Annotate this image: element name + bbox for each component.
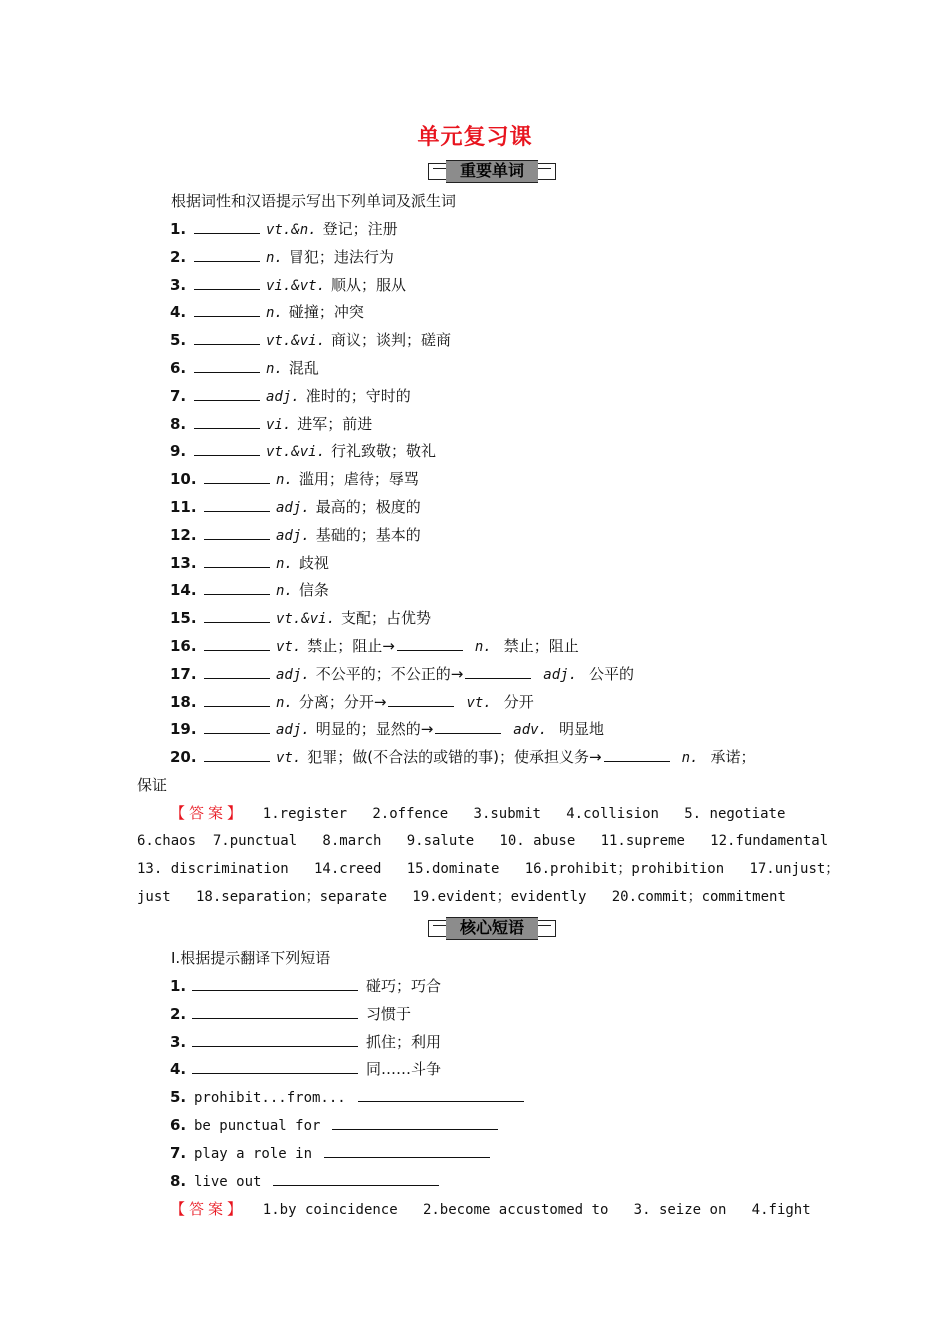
answer-blank[interactable] — [194, 302, 260, 317]
item-number: 6. — [170, 359, 187, 377]
answer-blank[interactable] — [204, 469, 270, 484]
part-of-speech: adj. — [276, 666, 310, 683]
word-item — [170, 219, 398, 240]
word-item — [170, 386, 411, 407]
item-number: 16. — [170, 637, 197, 655]
answer-blank[interactable] — [204, 692, 270, 707]
answer-blank[interactable] — [204, 664, 270, 679]
word-item — [170, 497, 421, 518]
phrase-meaning: 抓住；利用 — [366, 1032, 442, 1051]
part-of-speech: vt.&vi. — [266, 444, 326, 461]
phrase-text: play a role in — [194, 1145, 313, 1162]
page-title: 单元复习课 — [417, 125, 533, 150]
answer-blank[interactable] — [397, 636, 463, 651]
phrase-item — [170, 1171, 443, 1192]
answer-blank[interactable] — [194, 275, 260, 290]
item-number: 7. — [170, 386, 187, 405]
word-item — [170, 330, 451, 351]
answer-blank[interactable] — [465, 664, 531, 679]
definition: 进军；前进 — [297, 414, 373, 433]
answer-blank[interactable] — [204, 580, 270, 595]
part-of-speech: n. — [276, 472, 293, 489]
part-of-speech: adj. — [276, 527, 310, 544]
phrase-text: prohibit...from... — [194, 1090, 346, 1107]
definition: 分离；分开→ — [298, 692, 387, 711]
phrase-item — [170, 976, 441, 996]
definition: 犯罪；做(不合法的或错的事)；使承担义务→ — [307, 748, 602, 767]
item-number: 8. — [170, 414, 187, 433]
item-number: 5. — [170, 1088, 187, 1107]
definition: 禁止；阻止 — [503, 637, 579, 655]
word-item — [170, 719, 604, 740]
item-number: 1. — [170, 977, 187, 995]
answer-blank[interactable] — [194, 386, 260, 401]
definition: 顺从；服从 — [331, 275, 407, 294]
item-continuation: 保证 — [137, 776, 168, 794]
phrase-meaning: 习惯于 — [366, 1004, 412, 1023]
section-instruction: 根据词性和汉语提示写出下列单词及派生词 — [171, 192, 457, 210]
item-number: 2. — [170, 1004, 187, 1023]
answer-blank[interactable] — [204, 719, 270, 734]
definition: 登记；注册 — [322, 220, 398, 238]
definition: 承诺； — [710, 748, 756, 767]
part-of-speech: vt.&vi. — [266, 333, 326, 350]
definition: 混乱 — [288, 359, 319, 377]
definition: 歧视 — [298, 553, 329, 572]
section-heading-phrases — [428, 917, 556, 939]
item-number: 6. — [170, 1116, 187, 1134]
part-of-speech: n. — [276, 694, 293, 711]
definition: 冒犯；违法行为 — [288, 247, 394, 266]
part-of-speech: adj. — [543, 666, 578, 683]
word-item — [170, 525, 421, 546]
definition: 明显的；显然的→ — [315, 720, 434, 739]
definition: 基础的；基本的 — [315, 525, 421, 544]
item-number: 10. — [170, 470, 197, 489]
answer-blank[interactable] — [324, 1143, 490, 1158]
part-of-speech: n. — [266, 361, 283, 377]
item-number: 8. — [170, 1171, 187, 1190]
answer-text: just 18.separation；separate 19.evident；evidently 20.commit；commitment — [137, 889, 786, 905]
item-number: 12. — [170, 525, 197, 544]
answer-blank[interactable] — [194, 441, 260, 456]
answer-tag: 【答案】 — [170, 804, 247, 822]
word-item — [170, 747, 755, 768]
part-of-speech: adj. — [266, 388, 300, 405]
phrase-text: be punctual for — [194, 1118, 321, 1134]
item-number: 3. — [170, 275, 187, 294]
part-of-speech: vt. — [276, 750, 302, 767]
definition: 信条 — [298, 581, 329, 600]
answer-blank[interactable] — [194, 330, 260, 345]
item-number: 19. — [170, 720, 197, 739]
answer-text: 1.by coincidence 2.become accustomed to 3. seize on 4.fight — [262, 1202, 811, 1218]
word-item — [170, 358, 319, 379]
part-of-speech: n. — [681, 750, 699, 767]
answer-blank[interactable] — [332, 1115, 498, 1130]
answer-text: 6.chaos 7.punctual 8.march 9.salute 10. abuse 11.supreme 12.fundamental — [137, 833, 829, 849]
answer-blank[interactable] — [204, 553, 270, 568]
part-of-speech: n. — [266, 305, 283, 322]
word-item — [170, 275, 406, 296]
phrase-item — [170, 1004, 411, 1024]
part-of-speech: vt. — [466, 694, 492, 711]
word-item — [170, 441, 436, 462]
item-number: 14. — [170, 581, 197, 600]
definition: 不公平的；不公正的→ — [315, 664, 464, 683]
item-number: 1. — [170, 220, 187, 238]
answer-blank[interactable] — [194, 219, 260, 234]
item-number: 20. — [170, 748, 197, 767]
answer-blank[interactable] — [204, 747, 270, 762]
answer-blank[interactable] — [204, 497, 270, 512]
phrase-meaning: 碰巧；巧合 — [366, 977, 442, 995]
item-number: 4. — [170, 303, 187, 322]
definition: 行礼致敬；敬礼 — [331, 442, 437, 461]
part-of-speech: vt.&n. — [266, 222, 317, 238]
word-item — [170, 247, 394, 268]
answer-text: 13. discrimination 14.creed 15.dominate 16.prohibit；prohibition 17.unjust； — [137, 861, 840, 877]
answer-blank[interactable] — [358, 1087, 524, 1102]
answer-blank[interactable] — [388, 692, 454, 707]
part-of-speech: n. — [474, 639, 492, 655]
definition: 分开 — [503, 692, 534, 711]
phrase-item — [170, 1059, 441, 1079]
item-number: 18. — [170, 692, 197, 711]
answer-blank[interactable] — [192, 976, 358, 991]
phrase-item — [170, 1115, 502, 1136]
item-number: 7. — [170, 1143, 187, 1162]
answer-blank[interactable] — [194, 358, 260, 373]
answer-text: 1.register 2.offence 3.submit 4.collision 5. negotiate — [262, 806, 786, 822]
section-heading-label: 核心短语 — [459, 918, 524, 937]
answer-blank[interactable] — [273, 1171, 439, 1186]
part-of-speech: vt.&vi. — [276, 611, 336, 628]
item-number: 17. — [170, 664, 197, 683]
phrase-meaning: 同……斗争 — [366, 1060, 442, 1079]
phrase-text: live out — [194, 1173, 262, 1190]
definition: 商议；谈判；磋商 — [331, 331, 452, 350]
answer-blank[interactable] — [194, 414, 260, 429]
item-number: 13. — [170, 553, 197, 572]
item-number: 4. — [170, 1060, 187, 1079]
definition: 碰撞；冲突 — [288, 303, 364, 322]
part-of-speech: n. — [276, 583, 293, 600]
answer-blank[interactable] — [204, 608, 270, 623]
definition: 准时的；守时的 — [305, 386, 411, 405]
definition: 最高的；极度的 — [315, 498, 421, 516]
item-number: 3. — [170, 1032, 187, 1051]
word-item — [170, 608, 431, 629]
answer-blank[interactable] — [435, 719, 501, 734]
word-item — [170, 553, 329, 574]
part-of-speech: n. — [266, 249, 283, 266]
section-heading-label: 重要单词 — [459, 161, 524, 180]
definition: 公平的 — [589, 664, 635, 683]
word-item — [170, 302, 364, 323]
phrase-item — [170, 1143, 494, 1164]
part-of-speech: adv. — [513, 722, 548, 739]
answer-blank[interactable] — [192, 1059, 358, 1074]
answer-tag: 【答案】 — [170, 1200, 247, 1218]
item-number: 5. — [170, 331, 187, 350]
word-item — [170, 469, 419, 490]
word-item — [170, 414, 372, 435]
item-number: 2. — [170, 247, 187, 266]
answer-line — [170, 803, 785, 824]
definition: 滥用；虐待；辱骂 — [298, 470, 419, 489]
part-of-speech: adj. — [276, 722, 310, 739]
phrase-item — [170, 1087, 528, 1108]
answer-blank[interactable] — [194, 247, 260, 262]
answer-blank[interactable] — [204, 525, 270, 540]
part-of-speech: vi.&vt. — [266, 277, 326, 294]
part-of-speech: n. — [276, 555, 293, 572]
part-of-speech: vt. — [276, 639, 302, 655]
definition: 明显地 — [559, 720, 605, 739]
phrase-item — [170, 1032, 441, 1052]
answer-line — [170, 1199, 811, 1220]
answer-blank[interactable] — [604, 747, 670, 762]
answer-blank[interactable] — [204, 636, 270, 651]
definition: 支配；占优势 — [341, 609, 432, 628]
word-item — [170, 636, 579, 657]
section-heading-words — [428, 160, 556, 182]
section-instruction: Ⅰ.根据提示翻译下列短语 — [171, 949, 331, 967]
part-of-speech: vi. — [266, 416, 292, 433]
word-item — [170, 664, 634, 685]
item-number: 15. — [170, 609, 197, 628]
part-of-speech: adj. — [276, 500, 310, 516]
answer-blank[interactable] — [192, 1004, 358, 1019]
item-number: 11. — [170, 498, 197, 516]
word-item — [170, 580, 329, 601]
definition: 禁止；阻止→ — [307, 637, 395, 655]
item-number: 9. — [170, 442, 187, 461]
word-item — [170, 692, 534, 713]
answer-blank[interactable] — [192, 1032, 358, 1047]
